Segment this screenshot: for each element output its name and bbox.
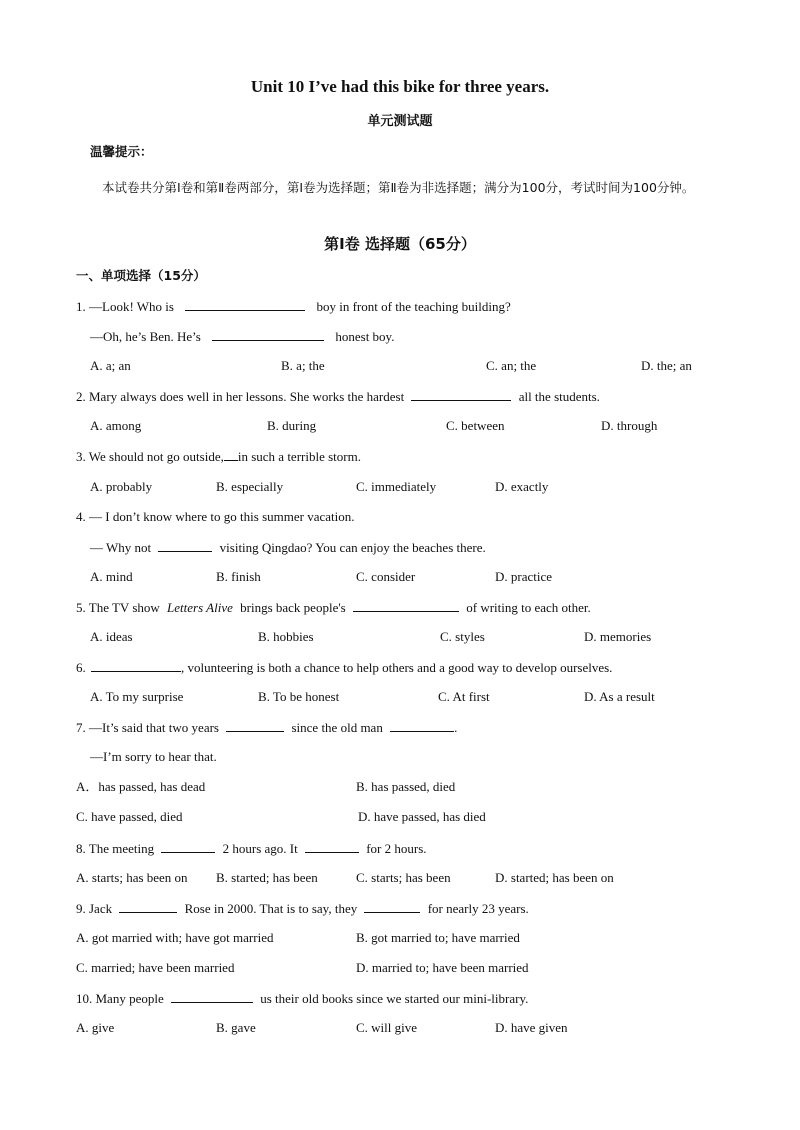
q8-option-d: D. started; has been on — [495, 870, 614, 885]
q3-text-b: in such a terrible storm. — [237, 449, 361, 464]
q9-option-a: A. got married with; have got married — [76, 930, 274, 945]
q1-option-a: A. a; an — [90, 358, 131, 373]
q3-option-a: A. probably — [90, 479, 153, 494]
q5-text-b: brings back people's — [240, 600, 346, 615]
q6-blank — [91, 659, 181, 672]
q4-blank — [158, 539, 212, 552]
q1-blank-2 — [212, 328, 324, 341]
question-10 — [76, 990, 528, 1007]
question-9 — [76, 900, 529, 917]
q6-option-c: C. At first — [438, 689, 490, 704]
q9-option-d: D. married to; have been married — [356, 960, 529, 975]
question-5 — [76, 599, 591, 616]
q8-option-a: A. starts; has been on — [76, 870, 188, 885]
question-6 — [76, 659, 612, 676]
q1-option-c: C. an; the — [486, 358, 537, 373]
q6-text-a: 6. — [76, 660, 86, 675]
q2-option-b: B. during — [267, 418, 317, 433]
q9-option-c: C. married; have been married — [76, 960, 235, 975]
question-8 — [76, 840, 427, 857]
q4-option-d: D. practice — [495, 569, 553, 584]
q10-option-a: A. give — [76, 1020, 115, 1035]
q1-text-d: honest boy. — [335, 329, 395, 344]
q10-text-b: us their old books since we started our mini-library. — [260, 991, 529, 1006]
q5-option-d: D. memories — [584, 629, 652, 644]
q3-blank — [224, 448, 238, 461]
q8-text-a: 8. The meeting — [76, 841, 155, 856]
q6-option-d: D. As a result — [584, 689, 655, 704]
q9-blank-1 — [119, 900, 177, 913]
q10-option-c: C. will give — [356, 1020, 418, 1035]
q1-blank-1 — [185, 298, 305, 311]
q5-show-title: Letters Alive — [167, 600, 233, 615]
q3-option-d: D. exactly — [495, 479, 549, 494]
q4-option-c: C. consider — [356, 569, 416, 584]
q1-text-b: boy in front of the teaching building? — [316, 299, 511, 314]
q5-blank — [353, 599, 459, 612]
q8-text-c: for 2 hours. — [366, 841, 427, 856]
q7-option-c: C. have passed, died — [76, 809, 183, 824]
section-title: 一、单项选择（15分） — [76, 268, 206, 283]
document-title: Unit 10 I’ve had this bike for three years. — [250, 77, 550, 96]
question-1-line-1 — [76, 298, 511, 315]
q9-option-b: B. got married to; have married — [356, 930, 520, 945]
q6-text-b: , volunteering is both a chance to help others and a good way to develop ourselves. — [181, 660, 613, 675]
q7-blank-2 — [390, 719, 454, 732]
q2-blank — [411, 388, 511, 401]
question-1-line-2 — [90, 328, 394, 345]
question-3 — [76, 448, 361, 465]
q1-text-a: 1. —Look! Who is — [76, 299, 174, 314]
q9-text-a: 9. Jack — [76, 901, 113, 916]
q8-text-b: 2 hours ago. It — [222, 841, 298, 856]
q8-blank-2 — [305, 840, 359, 853]
intro-paragraph: 本试卷共分第Ⅰ卷和第Ⅱ卷两部分，第Ⅰ卷为选择题；第Ⅱ卷为非选择题；满分为100分，考试时间为100分钟。 — [102, 180, 695, 195]
q7-text-a: 7. —It’s said that two years — [76, 720, 219, 735]
q9-blank-2 — [364, 900, 420, 913]
question-4-line-1: 4. — I don’t know where to go this summer vacation. — [76, 509, 355, 524]
q7-option-d: D. have passed, has died — [358, 809, 486, 824]
part-one-title: 第Ⅰ卷 选择题（65分） — [324, 235, 476, 253]
question-7-line-1 — [76, 719, 457, 736]
q5-option-b: B. hobbies — [258, 629, 314, 644]
document-subtitle: 单元测试题 — [367, 114, 433, 129]
q3-text-a: 3. We should not go outside, — [76, 449, 224, 464]
q8-blank-1 — [161, 840, 215, 853]
q3-option-c: C. immediately — [356, 479, 437, 494]
q2-text-a: 2. Mary always does well in her lessons. She works the hardest — [76, 389, 405, 404]
q9-text-c: for nearly 23 years. — [427, 901, 529, 916]
q2-option-d: D. through — [601, 418, 658, 433]
q8-option-b: B. started; has been — [216, 870, 318, 885]
q10-option-d: D. have given — [495, 1020, 568, 1035]
q7-blank-1 — [226, 719, 284, 732]
question-2 — [76, 388, 600, 405]
q7-option-a: A．has passed, has dead — [76, 779, 206, 794]
question-7-line-2: —I’m sorry to hear that. — [90, 749, 217, 764]
q2-option-a: A. among — [90, 418, 142, 433]
q4-option-b: B. finish — [216, 569, 261, 584]
q7-text-c: . — [454, 720, 458, 735]
q5-text-a: 5. The TV show — [76, 600, 160, 615]
q4-text-b: visiting Qingdao? You can enjoy the beaches there. — [219, 540, 486, 555]
q10-text-a: 10. Many people — [76, 991, 164, 1006]
q6-option-b: B. To be honest — [258, 689, 340, 704]
q8-option-c: C. starts; has been — [356, 870, 451, 885]
q4-option-a: A. mind — [90, 569, 133, 584]
q2-option-c: C. between — [446, 418, 505, 433]
q9-text-b: Rose in 2000. That is to say, they — [184, 901, 358, 916]
q5-option-c: C. styles — [440, 629, 485, 644]
q1-text-c: —Oh, he’s Ben. He’s — [90, 329, 201, 344]
q10-option-b: B. gave — [216, 1020, 256, 1035]
q7-option-b: B. has passed, died — [356, 779, 456, 794]
q3-option-b: B. especially — [216, 479, 284, 494]
q1-option-b: B. a; the — [281, 358, 325, 373]
question-4-line-2 — [90, 539, 486, 556]
q7-text-b: since the old man — [291, 720, 383, 735]
hint-label: 温馨提示： — [90, 144, 153, 159]
q5-option-a: A. ideas — [90, 629, 133, 644]
q1-option-d: D. the; an — [641, 358, 692, 373]
q2-text-b: all the students. — [518, 389, 600, 404]
q4-text-a: — Why not — [90, 540, 152, 555]
q10-blank — [171, 990, 253, 1003]
q5-text-c: of writing to each other. — [466, 600, 591, 615]
q6-option-a: A. To my surprise — [90, 689, 184, 704]
